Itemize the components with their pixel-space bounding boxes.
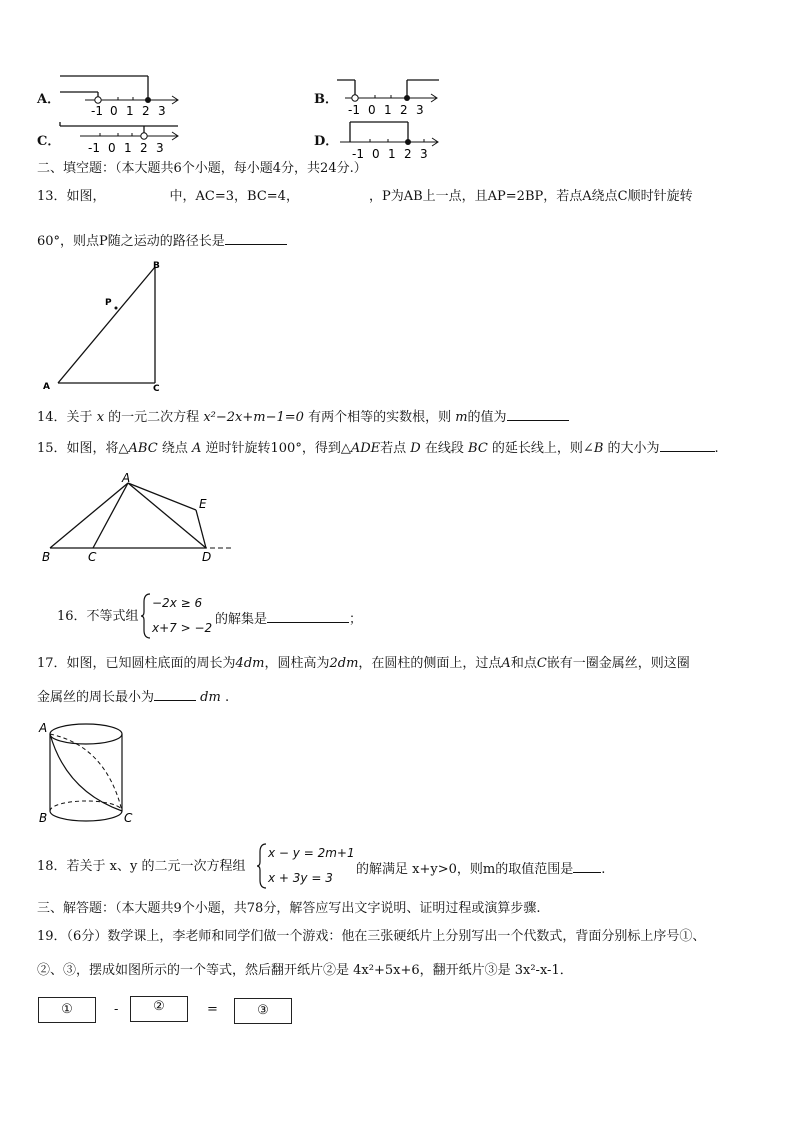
section-2-heading: 二、填空题：（本大题共6个小题，每小题4分，共24分.）	[37, 161, 367, 176]
q13-line-2	[37, 230, 287, 251]
q19-line-2: ②、③，摆成如图所示的一个等式，然后翻开纸片②是 4x²+5x+6，翻开纸片③是 3x²-x-1．	[37, 963, 573, 978]
q15-label-c: C	[88, 550, 97, 564]
q17-height: 2dm	[329, 656, 359, 671]
q14-text-d: 的值为	[467, 410, 507, 425]
q16-inequality-2: x+7 > −2	[152, 621, 213, 635]
q17-text-line2: 金属丝的周长最小为	[37, 690, 155, 705]
tick-label: -1	[88, 141, 100, 155]
q18-prefix: 18．若关于 x、y 的二元一次方程组	[37, 859, 246, 874]
q15-label-d: D	[202, 550, 212, 564]
q13-text-b: 中，AC=3，BC=4，	[169, 189, 299, 204]
q13-label-a: A	[43, 382, 50, 392]
q13-text-c: ，P为AB上一点，且AP=2BP，若点A绕点C顺时针旋转	[368, 189, 693, 204]
q19-card-1: ①	[38, 997, 96, 1023]
q17-circumference: 4dm	[235, 656, 265, 671]
option-d-label: D．	[314, 134, 339, 149]
q15-text-d: 若点	[380, 441, 407, 456]
q15-text-a: 15．如图，将△	[37, 441, 129, 456]
q15-d: D	[410, 441, 421, 456]
q17-cylinder-figure	[36, 716, 136, 831]
q15-text-e: 在线段	[424, 441, 464, 456]
q16-suffix-line	[215, 608, 362, 629]
q15-text-b: 绕点	[161, 441, 188, 456]
q18-suffix: 的解满足 x+y>0，则m的取值范围是	[356, 862, 574, 877]
number-line-c	[60, 122, 185, 158]
section-3-heading: 三、解答题：（本大题共9个小题，共78分，解答应写出文字说明、证明过程或演算步骤.	[37, 901, 541, 916]
q18-equation-1: x − y = 2m+1	[268, 846, 355, 860]
q15-ade: ADE	[350, 441, 381, 456]
tick-label: 2	[400, 103, 408, 117]
q15-label-e: E	[199, 497, 207, 511]
q17-answer-blank[interactable]	[154, 686, 196, 701]
q17-end: .	[224, 690, 230, 705]
tick-label: 1	[388, 147, 396, 161]
q16-prefix: 16．不等式组	[57, 609, 139, 624]
tick-label: 3	[420, 147, 428, 161]
tick-label: 1	[384, 103, 392, 117]
q15-label-a: A	[122, 471, 131, 485]
q17-text-b: ，圆柱高为	[264, 656, 330, 671]
tick-label: -1	[348, 103, 360, 117]
q13-label-b: B	[153, 261, 160, 271]
q13-label-c: C	[153, 384, 160, 394]
q16-answer-blank[interactable]	[267, 608, 349, 623]
q18-equation-2: x + 3y = 3	[268, 871, 333, 885]
tick-label: 0	[372, 147, 380, 161]
q19-card-3: ③	[234, 998, 292, 1024]
q15-bc: BC	[468, 441, 488, 456]
q15-abc: ABC	[128, 441, 158, 456]
q18-suffix-line	[356, 858, 605, 879]
q18-end: .	[601, 862, 606, 877]
q15-line	[37, 437, 719, 458]
q17-point-a: A	[501, 656, 511, 671]
q14-line	[37, 406, 569, 427]
q13-answer-blank[interactable]	[225, 230, 287, 245]
q17-label-a: A	[39, 721, 48, 735]
q17-line-1	[37, 655, 690, 673]
q13-triangle-figure	[40, 258, 170, 393]
q13-line-1	[37, 188, 693, 206]
q15-answer-blank[interactable]	[660, 437, 715, 452]
q15-b: B	[593, 441, 604, 456]
tick-label: 0	[110, 104, 118, 118]
q14-text-a: 14．关于	[37, 410, 93, 425]
q17-label-c: C	[124, 811, 133, 825]
q14-answer-blank[interactable]	[507, 406, 569, 421]
q13-text-a: 13．如图，	[37, 189, 106, 204]
q14-equation: x²−2x+m−1=0	[203, 410, 304, 425]
q16-suffix: 的解集是	[215, 612, 268, 627]
q13-text-line2: 60°，则点P随之运动的路径长是	[37, 234, 225, 249]
q19-equals-sign: =	[207, 1002, 218, 1017]
q14-var-m: m	[455, 410, 468, 425]
tick-label: 3	[158, 104, 166, 118]
q17-text-c: ，在圆柱的侧面上，过点	[358, 656, 502, 671]
q19-card-2: ②	[130, 996, 188, 1022]
q17-text-a: 17．如图，已知圆柱底面的周长为	[37, 656, 236, 671]
number-line-a	[60, 74, 185, 118]
option-c-label: C．	[37, 134, 61, 149]
q14-text-c: 有两个相等的实数根，则	[308, 410, 452, 425]
q19-minus-sign: -	[114, 1002, 119, 1017]
q17-line-2	[37, 686, 229, 707]
q17-point-c: C	[536, 656, 547, 671]
q17-unit: dm	[200, 690, 221, 705]
q14-text-b: 的一元二次方程	[108, 410, 200, 425]
q15-a: A	[191, 441, 202, 456]
tick-label: 3	[416, 103, 424, 117]
q15-text-g: 的大小为	[607, 441, 660, 456]
q16-inequality-1: −2x ≥ 6	[152, 596, 203, 610]
tick-label: 0	[108, 141, 116, 155]
q13-label-p: P	[105, 298, 112, 308]
tick-label: 3	[156, 141, 164, 155]
tick-label: 2	[404, 147, 412, 161]
q15-label-b: B	[42, 550, 51, 564]
q15-text-f: 的延长线上，则∠	[491, 441, 594, 456]
number-line-b	[337, 78, 447, 118]
q17-label-b: B	[39, 811, 48, 825]
tick-label: 2	[140, 141, 148, 155]
q15-text-c: 逆时针旋转100°，得到△	[205, 441, 351, 456]
number-line-d	[340, 120, 448, 160]
q15-rotation-figure	[38, 468, 243, 568]
q18-answer-blank[interactable]	[573, 858, 601, 873]
option-a-label: A．	[37, 92, 61, 107]
q17-text-d: 和点	[510, 656, 537, 671]
q17-text-e: 嵌有一圈金属丝，则这圈	[546, 656, 690, 671]
q16-end: ；	[349, 612, 363, 627]
tick-label: -1	[91, 104, 103, 118]
tick-label: -1	[352, 147, 364, 161]
q14-var-x: x	[96, 410, 105, 425]
tick-label: 2	[142, 104, 150, 118]
option-b-label: B．	[314, 92, 338, 107]
tick-label: 1	[126, 104, 134, 118]
q19-line-1: 19．（6分）数学课上，李老师和同学们做一个游戏：他在三张硬纸片上分别写出一个代数式，背面分别标上序号①、	[37, 929, 706, 944]
q15-end: .	[714, 441, 719, 456]
tick-label: 1	[124, 141, 132, 155]
tick-label: 0	[368, 103, 376, 117]
